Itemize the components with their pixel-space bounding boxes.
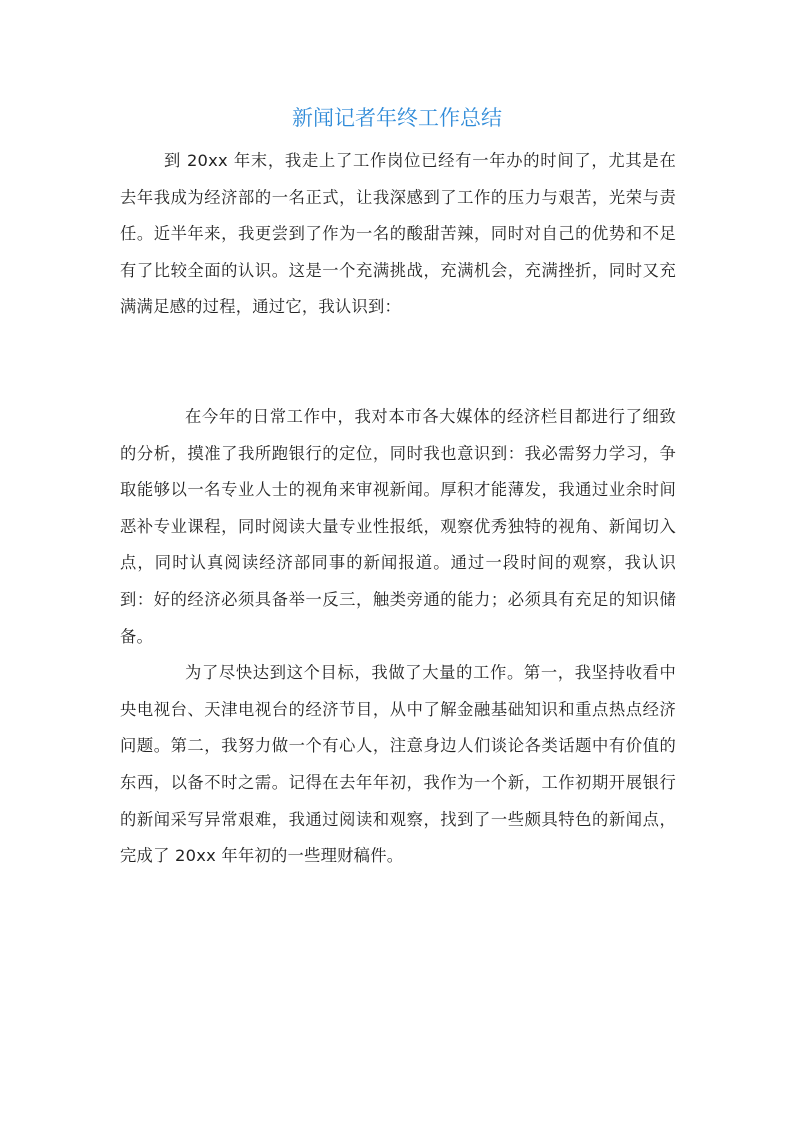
document-title: 新闻记者年终工作总结: [292, 106, 502, 130]
document-body: [120, 143, 676, 875]
paragraph-1: 到 20xx 年末，我走上了工作岗位已经有一年办的时间了，尤其是在去年我成为经济部的一名正式，让我深感到了工作的压力与艰苦，光荣与责任。近半年来，我更尝到了作为一名的酸甜苦辣，同时对自己的优势和不足有了比较全面的认识。这是一个充满挑战，充满机会，充满挫折，同时又充满满足感的过程，通过它，我认识到：: [120, 151, 676, 317]
paragraph-2: 在今年的日常工作中，我对本市各大媒体的经济栏目都进行了细致的分析，摸准了我所跑银行的定位，同时我也意识到：我必需努力学习，争取能够以一名专业人士的视角来审视新闻。厚积才能薄发，我通过业余时间恶补专业课程，同时阅读大量专业性报纸，观察优秀独特的视角、新闻切入点，同时认真阅读经济部同事的新闻报道。通过一段时间的观察，我认识到：好的经济必须具备举一反三，触类旁通的能力；必须具有充足的知识储备。: [120, 406, 676, 646]
paragraph-3: 为了尽快达到这个目标，我做了大量的工作。第一，我坚持收看中央电视台、天津电视台的经济节目，从中了解金融基础知识和重点热点经济问题。第二，我努力做一个有心人，注意身边人们谈论各类话题中有价值的东西，以备不时之需。记得在去年年初，我作为一个新，工作初期开展银行的新闻采写异常艰难，我通过阅读和观察，找到了一些颇具特色的新闻点，完成了 20xx 年年初的一些理财稿件。: [120, 663, 676, 866]
